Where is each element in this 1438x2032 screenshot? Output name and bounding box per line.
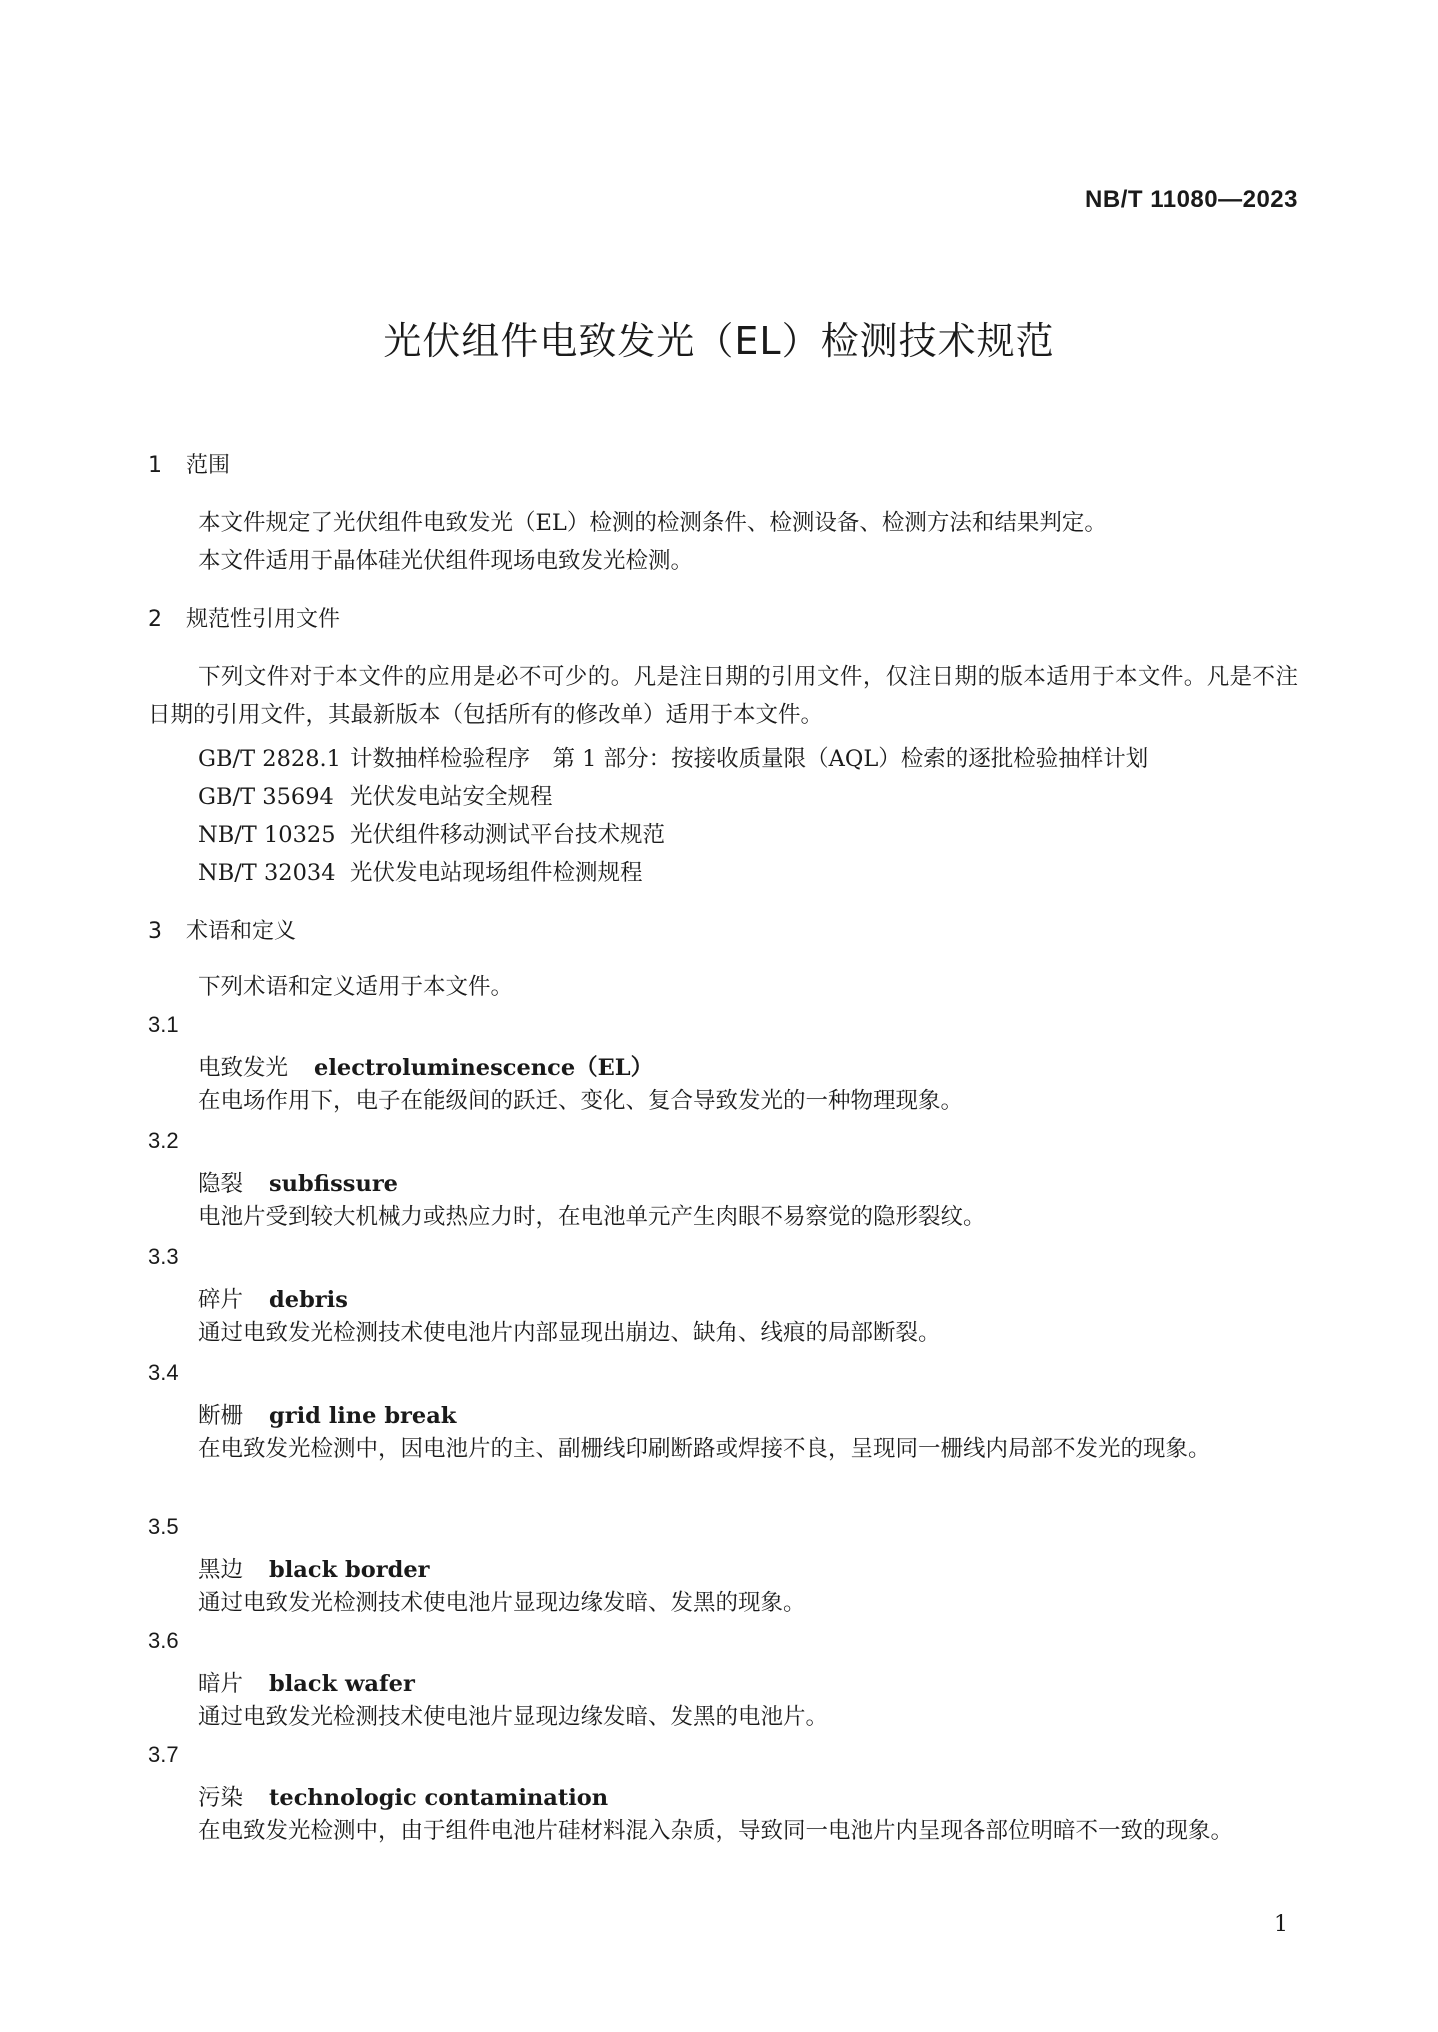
term-cn: 黑边 <box>198 1557 244 1583</box>
term-definition: 在电场作用下，电子在能级间的跃迁、变化、复合导致发光的一种物理现象。 <box>198 1088 964 1114</box>
reference-code: NB/T 32034 <box>198 860 336 886</box>
term-cn: 电致发光 <box>198 1055 289 1081</box>
term-number: 3.7 <box>148 1742 179 1767</box>
paragraph: 下列文件对于本文件的应用是必不可少的。凡是注日期的引用文件，仅注日期的版本适用于本文件。凡是不注日期的引用文件，其最新版本（包括所有的修改单）适用于本文件。 <box>148 664 1298 728</box>
term-number: 3.4 <box>148 1360 179 1385</box>
section-number: 3 <box>148 919 162 944</box>
term-definition: 通过电致发光检测技术使电池片内部显现出崩边、缺角、线痕的局部断裂。 <box>198 1320 941 1346</box>
term-en: technologic contamination <box>269 1785 609 1811</box>
term-cn: 碎片 <box>198 1287 244 1313</box>
reference-title: 光伏发电站现场组件检测规程 <box>350 860 643 886</box>
term-definition: 通过电致发光检测技术使电池片显现边缘发暗、发黑的电池片。 <box>198 1704 829 1730</box>
term-en: debris <box>269 1287 348 1313</box>
term-name <box>198 1780 608 1812</box>
section-title: 规范性引用文件 <box>186 607 341 632</box>
term-cn: 污染 <box>198 1785 244 1811</box>
reference-title: 光伏组件移动测试平台技术规范 <box>350 822 666 848</box>
section-heading-terms <box>148 914 296 945</box>
section-title: 范围 <box>186 453 231 478</box>
term-en: black wafer <box>269 1671 415 1697</box>
page-number: 1 <box>1274 1912 1288 1937</box>
term-name <box>198 1552 430 1584</box>
reference-code: GB/T 35694 <box>198 784 334 810</box>
reference-item <box>198 779 553 811</box>
reference-title: 光伏发电站安全规程 <box>350 784 553 810</box>
term-number: 3.3 <box>148 1244 179 1269</box>
document-code: NB/T 11080—2023 <box>1085 186 1298 213</box>
term-number: 3.6 <box>148 1628 179 1653</box>
section-title: 术语和定义 <box>186 919 297 944</box>
reference-item <box>198 741 1148 773</box>
term-definition: 在电致发光检测中，由于组件电池片硅材料混入杂质，导致同一电池片内呈现各部位明暗不一致的现象。 <box>198 1818 1234 1844</box>
term-name <box>198 1666 415 1698</box>
term-cn: 断栅 <box>198 1403 244 1429</box>
term-number: 3.5 <box>148 1514 179 1539</box>
reference-code: GB/T 2828.1 <box>198 746 341 772</box>
section-number: 1 <box>148 453 162 478</box>
reference-title: 计数抽样检验程序 第 1 部分：按接收质量限（AQL）检索的逐批检验抽样计划 <box>350 746 1149 772</box>
section-heading-scope <box>148 448 230 479</box>
term-en: black border <box>269 1557 430 1583</box>
section-number: 2 <box>148 607 162 632</box>
reference-code: NB/T 10325 <box>198 822 336 848</box>
paragraph: 下列术语和定义适用于本文件。 <box>198 974 514 1000</box>
paragraph: 本文件适用于晶体硅光伏组件现场电致发光检测。 <box>198 548 694 574</box>
document-title: 光伏组件电致发光（EL）检测技术规范 <box>383 319 1055 363</box>
term-number: 3.1 <box>148 1012 179 1037</box>
term-name <box>198 1166 398 1198</box>
term-definition: 通过电致发光检测技术使电池片显现边缘发暗、发黑的现象。 <box>198 1590 806 1616</box>
term-cn: 隐裂 <box>198 1171 244 1197</box>
term-number: 3.2 <box>148 1128 179 1153</box>
reference-item <box>198 855 643 887</box>
term-name <box>198 1398 456 1430</box>
term-name <box>198 1050 653 1082</box>
term-cn: 暗片 <box>198 1671 244 1697</box>
term-en: subfissure <box>269 1171 398 1197</box>
paragraph: 本文件规定了光伏组件电致发光（EL）检测的检测条件、检测设备、检测方法和结果判定。 <box>198 510 1107 536</box>
term-name <box>198 1282 348 1314</box>
term-en: electroluminescence（EL） <box>314 1055 654 1081</box>
reference-item <box>198 817 665 849</box>
section-heading-normative-references <box>148 602 340 633</box>
term-en: grid line break <box>269 1403 457 1429</box>
term-definition: 在电致发光检测中，因电池片的主、副栅线印刷断路或焊接不良，呈现同一栅线内局部不发光的现象。 <box>198 1436 1211 1462</box>
term-definition: 电池片受到较大机械力或热应力时，在电池单元产生肉眼不易察觉的隐形裂纹。 <box>198 1204 986 1230</box>
